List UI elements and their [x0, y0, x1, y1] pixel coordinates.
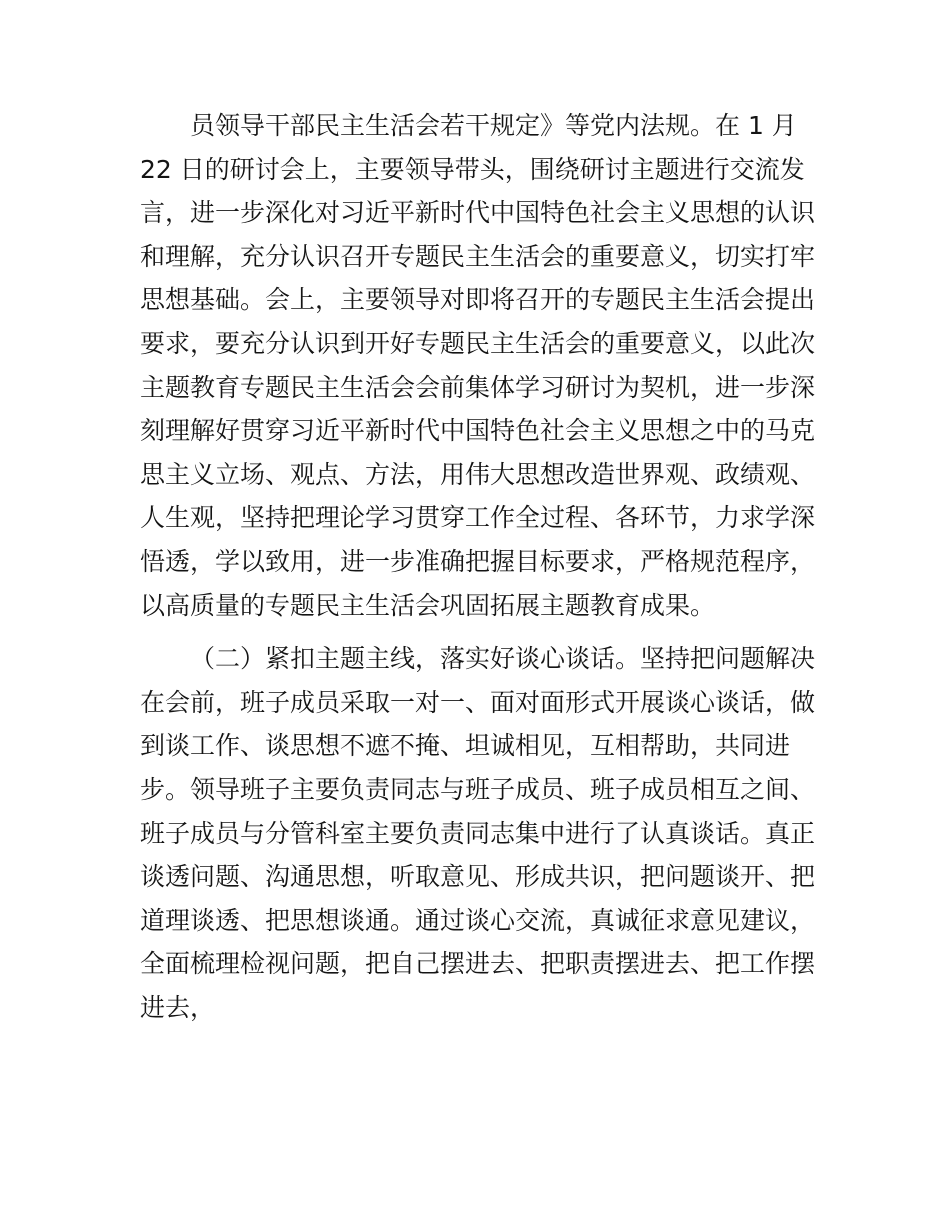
- text-line: 刻理解好贯穿习近平新时代中国特色社会主义思想之中的马克: [140, 416, 816, 446]
- text-line: （二）紧扣主题主线，落实好谈心谈话。坚持把问题解决: [190, 644, 816, 674]
- text-line: 和理解，充分认识召开专题民主生活会的重要意义，切实打牢: [140, 241, 816, 271]
- text-line: 进去，: [140, 992, 216, 1022]
- paragraph-1: [140, 104, 815, 627]
- document-body: [140, 104, 815, 1029]
- text-line: 思想基础。会上，主要领导对即将召开的专题民主生活会提出: [140, 285, 816, 315]
- paragraph-spacer: [140, 627, 815, 637]
- text-line: 以高质量的专题民主生活会巩固拓展主题教育成果。: [140, 590, 716, 620]
- text-line: 到谈工作、谈思想不遮不掩、坦诚相见，互相帮助，共同进: [140, 731, 791, 761]
- text-line: 悟透，学以致用，进一步准确把握目标要求，严格规范程序，: [140, 546, 816, 576]
- text-line: 员领导干部民主生活会若干规定》等党内法规。在 1 月: [190, 111, 797, 140]
- text-line: 谈透问题、沟通思想，听取意见、形成共识，把问题谈开、把: [140, 862, 816, 892]
- text-line: 思主义立场、观点、方法，用伟大思想改造世界观、政绩观、: [140, 459, 816, 489]
- text-line: 要求，要充分认识到开好专题民主生活会的重要意义，以此次: [140, 328, 816, 358]
- text-line: 言，进一步深化对习近平新时代中国特色社会主义思想的认识: [140, 198, 816, 228]
- text-line: 步。领导班子主要负责同志与班子成员、班子成员相互之间、: [140, 774, 816, 804]
- text-line: 22 日的研讨会上，主要领导带头，围绕研讨主题进行交流发: [140, 154, 805, 184]
- text-line: 在会前，班子成员采取一对一、面对面形式开展谈心谈话，做: [140, 687, 816, 717]
- text-line: 全面梳理检视问题，把自己摆进去、把职责摆进去、把工作摆: [140, 949, 816, 979]
- text-line: 班子成员与分管科室主要负责同志集中进行了认真谈话。真正: [140, 818, 816, 848]
- text-line: 主题教育专题民主生活会会前集体学习研讨为契机，进一步深: [140, 372, 816, 402]
- text-line: 道理谈透、把思想谈通。通过谈心交流，真诚征求意见建议，: [140, 905, 816, 935]
- text-line: 人生观，坚持把理论学习贯穿工作全过程、各环节，力求学深: [140, 503, 816, 533]
- paragraph-2: [140, 637, 815, 1029]
